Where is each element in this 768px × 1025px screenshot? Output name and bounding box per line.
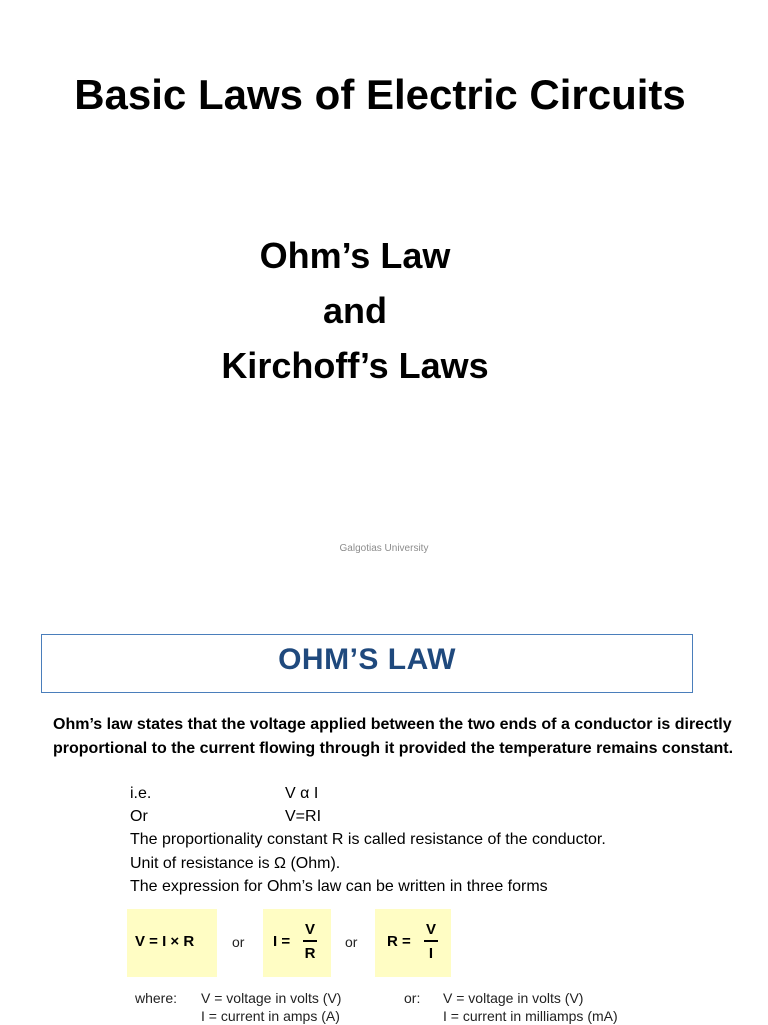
where-voltage: V = voltage in volts (V) xyxy=(201,990,342,1006)
or-label: Or xyxy=(130,808,148,826)
slide-footer: Galgotias University xyxy=(339,543,429,554)
formula-v-equals-ir xyxy=(127,909,217,977)
or-values xyxy=(443,989,618,1025)
where-values xyxy=(201,989,341,1025)
formula-r-equals-v-over-i xyxy=(375,909,451,977)
where-current: I = current in amps (A) xyxy=(201,1008,340,1024)
slide-subtitle xyxy=(200,228,510,393)
unit-line: Unit of resistance is Ω (Ohm). xyxy=(130,854,341,872)
ohms-law-definition: Ohm’s law states that the voltage applied between the two ends of a conductor is directly proportional to the current flowing through it provided the temperature remains constant. xyxy=(53,716,734,757)
formula-3-denominator: I xyxy=(428,945,434,962)
ohms-law-header-box xyxy=(41,634,693,693)
or-current: I = current in milliamps (mA) xyxy=(443,1008,618,1024)
constant-line: The proportionality constant R is called resistance of the conductor. xyxy=(130,831,606,849)
ie-value: V α I xyxy=(285,785,319,802)
formula-2-numerator: V xyxy=(303,921,317,942)
formula-3-fraction xyxy=(424,921,438,964)
slide-title: Basic Laws of Electric Circuits xyxy=(74,71,686,118)
formula-3-numerator: V xyxy=(424,921,438,942)
formula-i-equals-v-over-r xyxy=(263,909,331,977)
subtitle-line-3: Kirchoff’s Laws xyxy=(221,345,489,386)
or-value: V=RI xyxy=(285,808,322,826)
subtitle-line-2: and xyxy=(322,290,387,331)
or-row xyxy=(130,805,606,828)
or-separator-1: or xyxy=(232,934,245,950)
ie-label: i.e. xyxy=(130,785,152,802)
forms-line: The expression for Ohm’s law can be written in three forms xyxy=(130,877,548,895)
formula-1-text: V = I × R xyxy=(135,933,195,950)
formula-2-denominator: R xyxy=(304,945,316,962)
ohms-law-heading: OHM’S LAW xyxy=(278,643,456,676)
subtitle-line-1: Ohm’s Law xyxy=(259,235,451,276)
or-voltage: V = voltage in volts (V) xyxy=(443,990,584,1006)
formula-3-lhs: R = xyxy=(387,933,411,950)
or-label-2: or: xyxy=(404,990,421,1006)
formula-2-fraction xyxy=(303,921,317,964)
ie-row xyxy=(130,782,606,805)
formula-2-lhs: I = xyxy=(273,933,291,950)
ohms-law-body xyxy=(130,782,606,898)
or-separator-2: or xyxy=(345,934,358,950)
where-label: where: xyxy=(135,990,178,1006)
